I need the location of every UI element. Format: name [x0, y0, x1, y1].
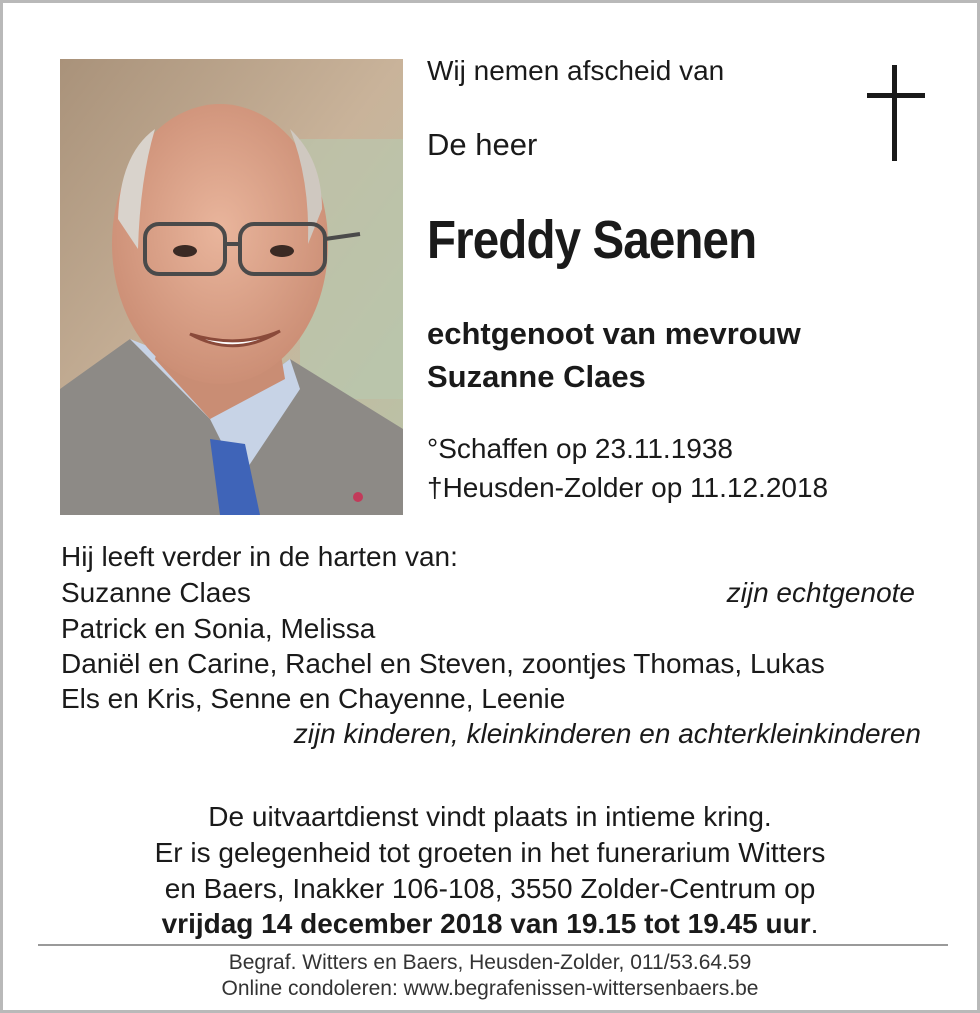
family-line: Patrick en Sonia, Melissa [61, 613, 376, 644]
deceased-name: Freddy Saenen [427, 210, 757, 270]
family-line: Daniël en Carine, Rachel en Steven, zoontjes Thomas, Lukas [61, 648, 825, 679]
online-condolence: Online condoleren: www.begrafenissen-wittersenbaers.be [221, 977, 759, 1000]
undertaker-info: Begraf. Witters en Baers, Heusden-Zolder, 011/53.64.59 [228, 951, 752, 974]
service-line: en Baers, Inakker 106-108, 3550 Zolder-Centrum op [164, 873, 816, 904]
service-date-end: . [810, 908, 819, 939]
cross-icon [867, 65, 925, 161]
service-date [3, 908, 977, 940]
family-spouse: Suzanne Claes [61, 577, 251, 608]
intro-text: Wij nemen afscheid van [427, 55, 725, 86]
portrait-photo [60, 59, 403, 515]
family-intro: Hij leeft verder in de harten van: [61, 541, 458, 572]
service-date-bold: vrijdag 14 december 2018 van 19.15 tot 19.45 uur [161, 908, 811, 939]
birth-info: °Schaffen op 23.11.1938 [427, 433, 733, 464]
family-line: Els en Kris, Senne en Chayenne, Leenie [61, 683, 566, 714]
honorific: De heer [427, 127, 538, 162]
spouse-relation: echtgenoot van mevrouw [427, 316, 801, 351]
spouse-role: zijn echtgenote [726, 577, 915, 608]
spouse-name: Suzanne Claes [427, 359, 646, 394]
children-role: zijn kinderen, kleinkinderen en achterkleinkinderen [293, 718, 921, 749]
divider [38, 944, 948, 946]
service-line: De uitvaartdienst vindt plaats in intieme kring. [208, 801, 772, 832]
service-line: Er is gelegenheid tot groeten in het funerarium Witters [154, 837, 826, 868]
death-info: †Heusden-Zolder op 11.12.2018 [427, 472, 829, 503]
